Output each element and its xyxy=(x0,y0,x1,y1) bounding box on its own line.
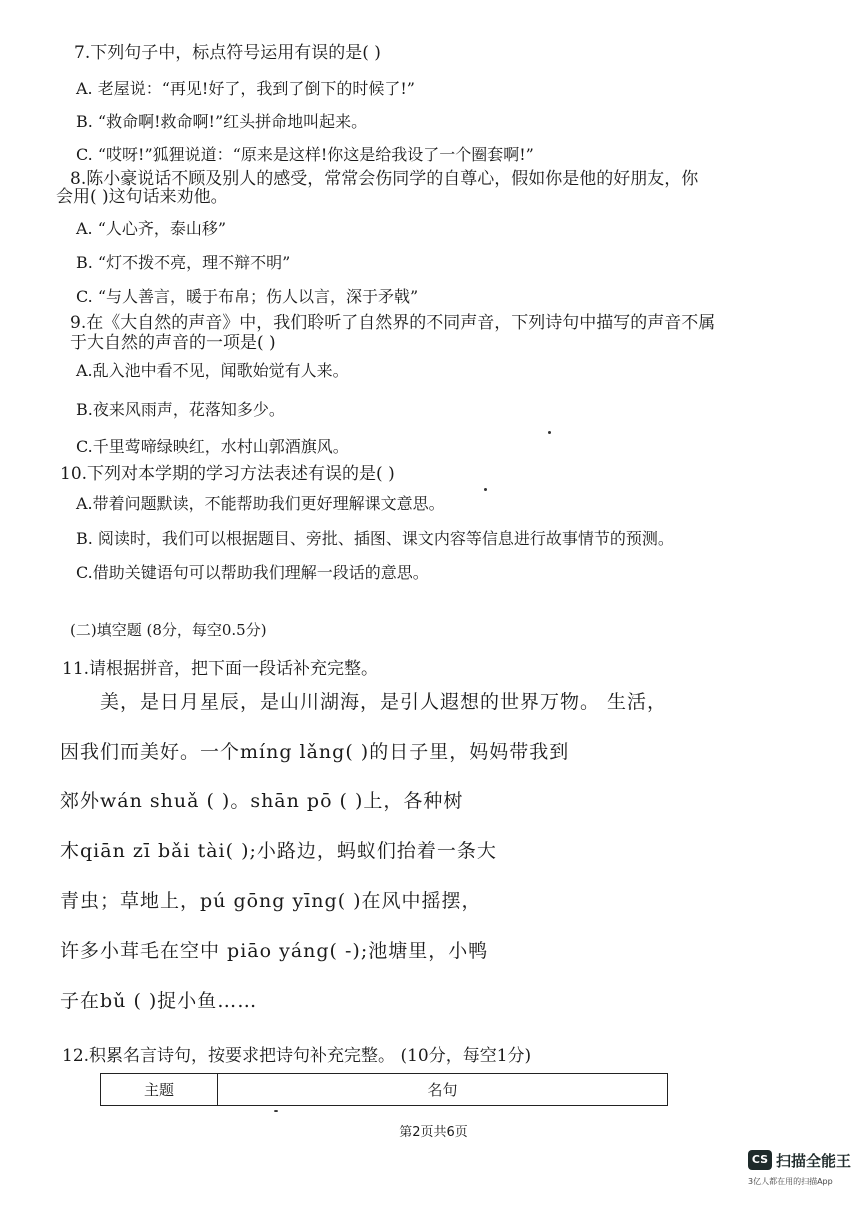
camscanner-logo-icon: CS xyxy=(748,1150,772,1170)
table-header-theme: 主题 xyxy=(101,1074,218,1106)
poem-table xyxy=(100,1073,668,1106)
q10-option-b: B. 阅读时，我们可以根据题目、旁批、插图、课文内容等信息进行故事情节的预测。 xyxy=(76,529,674,548)
q8-stem-line2: 会用( )这句话来劝他。 xyxy=(56,187,228,207)
q9-option-c: C.千里莺啼绿映红，水村山郭酒旗风。 xyxy=(76,437,349,456)
passage-line-3: 郊外wán shuǎ ( )。shān pō ( )上，各种树 xyxy=(60,790,464,812)
table-header-quote: 名句 xyxy=(218,1074,668,1106)
q9-option-a: A.乱入池中看不见，闻歌始觉有人来。 xyxy=(76,361,349,380)
q12-stem: 12.积累名言诗句，按要求把诗句补充完整。 (10分，每空1分) xyxy=(62,1046,532,1066)
q7-stem: 7.下列句子中，标点符号运用有误的是( ) xyxy=(74,43,381,63)
scan-speck xyxy=(484,488,487,491)
passage-line-1: 美，是日月星辰，是山川湖海，是引人遐想的世界万物。 生活， xyxy=(100,691,668,713)
q8-option-a: A. “人心齐，泰山移” xyxy=(76,219,227,238)
scan-speck xyxy=(274,1110,278,1112)
passage-line-5: 青虫；草地上，pú gōng yīng( )在风中摇摆， xyxy=(60,890,482,912)
section-heading: (二)填空题 (8分，每空0.5分) xyxy=(70,621,267,639)
q8-option-b: B. “灯不拨不亮，理不辩不明” xyxy=(76,253,291,272)
q7-option-c: C. “哎呀!”狐狸说道：“原来是这样!你这是给我设了一个圈套啊!” xyxy=(76,145,534,164)
q9-stem-line1: 9.在《大自然的声音》中，我们聆听了自然界的不同声音，下列诗句中描写的声音不属 xyxy=(70,313,716,333)
q9-stem-line2: 于大自然的声音的一项是( ) xyxy=(70,333,276,353)
passage-line-7: 子在bǔ ( )捉小鱼…… xyxy=(60,990,258,1012)
q8-stem-line1: 8.陈小豪说话不顾及别人的感受，常常会伤同学的自尊心，假如你是他的好朋友，你 xyxy=(70,169,699,189)
q7-option-b: B. “救命啊!救命啊!”红头拼命地叫起来。 xyxy=(76,112,368,131)
q10-stem: 10.下列对本学期的学习方法表述有误的是( ) xyxy=(60,464,395,484)
q9-option-b: B.夜来风雨声，花落知多少。 xyxy=(76,400,285,419)
page-number: 第2页共6页 xyxy=(399,1125,468,1140)
passage-line-6: 许多小茸毛在空中 piāo yáng( -);池塘里，小鸭 xyxy=(60,940,489,962)
q10-option-c: C.借助关键语句可以帮助我们理解一段话的意思。 xyxy=(76,563,429,582)
watermark-tagline: 3亿人都在用的扫描App xyxy=(748,1177,833,1186)
q8-option-c: C. “与人善言，暖于布帛；伤人以言，深于矛戟” xyxy=(76,287,419,306)
passage-line-4: 木qiān zī bǎi tài( );小路边，蚂蚁们抬着一条大 xyxy=(60,840,497,862)
q11-stem: 11.请根据拼音，把下面一段话补充完整。 xyxy=(62,659,379,679)
q10-option-a: A.带着问题默读，不能帮助我们更好理解课文意思。 xyxy=(76,494,445,513)
q7-option-a: A. 老屋说：“再见!好了，我到了倒下的时候了!” xyxy=(76,79,415,98)
passage-line-2: 因我们而美好。一个míng lǎng( )的日子里，妈妈带我到 xyxy=(60,741,570,763)
watermark-app-name: 扫描全能王 xyxy=(776,1152,852,1170)
scan-speck xyxy=(548,431,551,434)
